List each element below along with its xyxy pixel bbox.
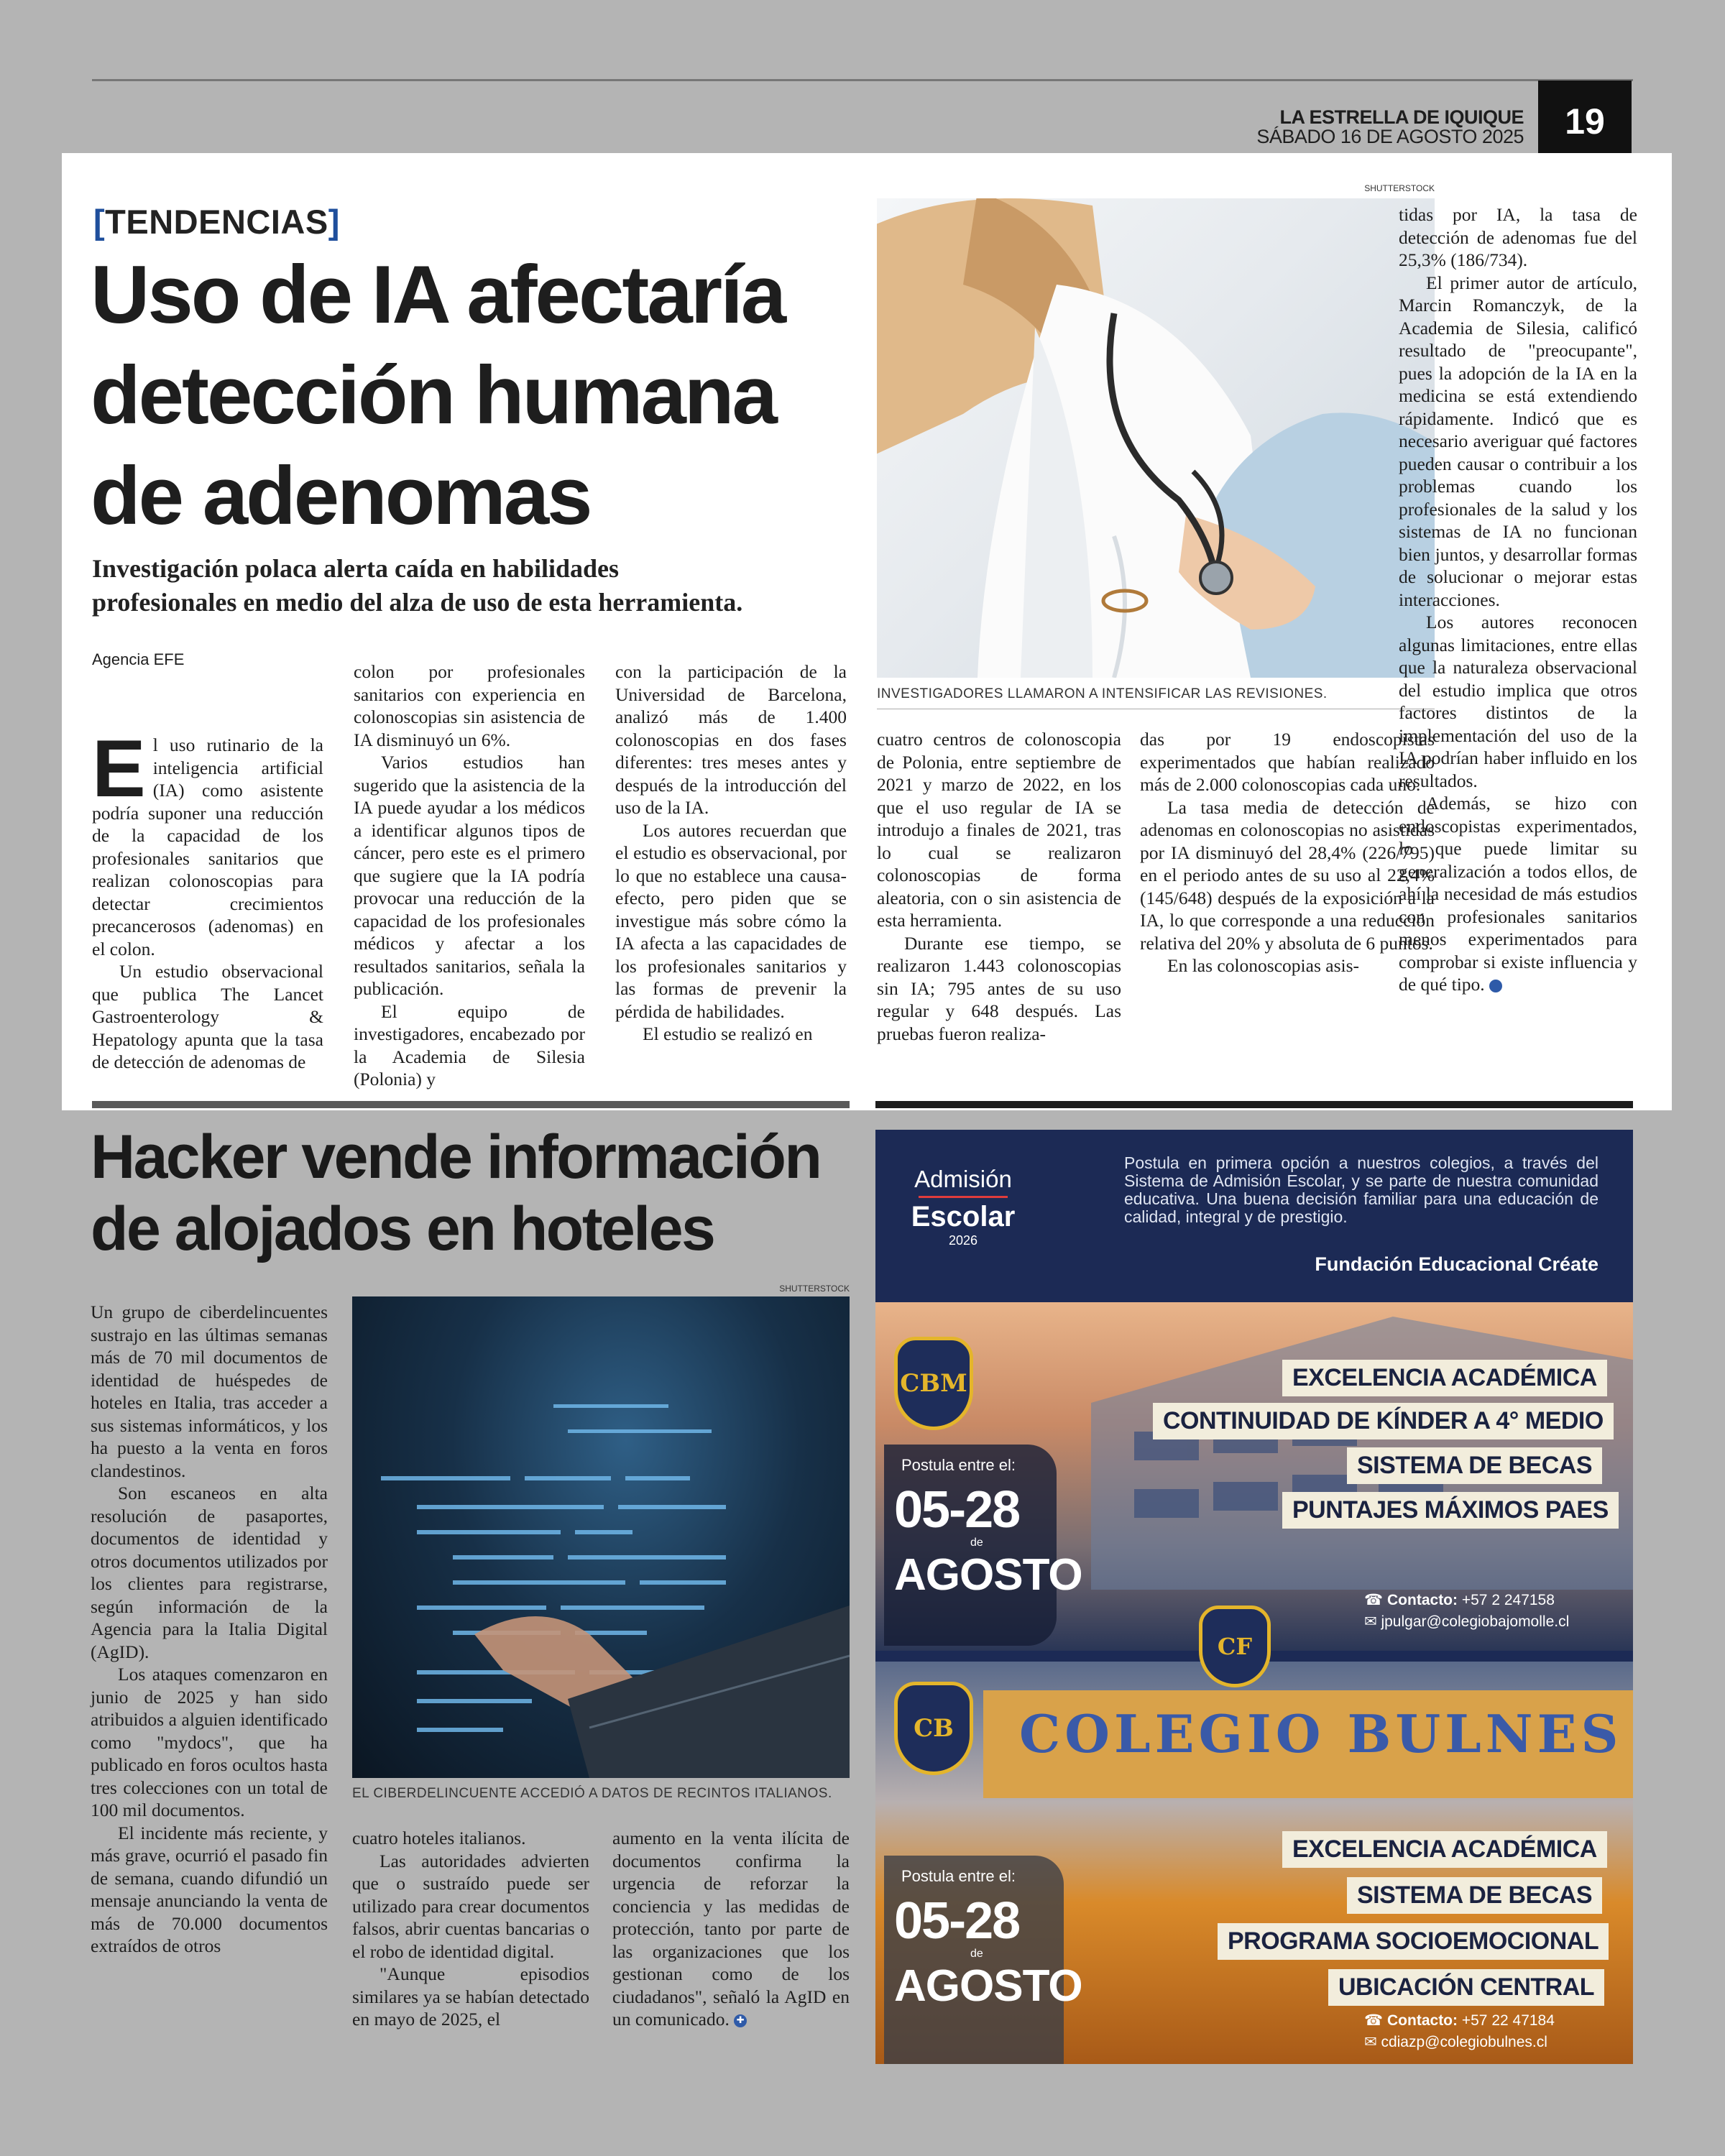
- headline-line: Hacker vende información: [91, 1123, 821, 1192]
- admission-ad: [875, 1130, 1633, 2064]
- feature-badge: EXCELENCIA ACADÉMICA: [1282, 1831, 1607, 1868]
- contact-phone-row: ☎ Contacto: +57 2 247158: [1364, 1592, 1555, 1608]
- ad-year: 2026: [948, 1233, 978, 1248]
- hacker-column-1: [91, 1301, 328, 1958]
- headline-line: de alojados en hoteles: [91, 1194, 714, 1263]
- subhead-line: Investigación polaca alerta caída en habilidades: [92, 554, 620, 583]
- paragraph: Los ataques comenzaron en junio de 2025 y han sido atribuidos a alguien identificado como "mydocs", que ha publicado en foros ocultos hasta tres colecciones con un total de 100 mil documentos.: [91, 1664, 328, 1820]
- paragraph: El equipo de investigadores, encabezado por la Academia de Silesia (Polonia) y: [354, 1000, 585, 1089]
- paragraph: Además, se hizo con endoscopistas experimentados, lo que puede limitar su generalización a todos ellos, de ahí la necesidad de más estudios con profesionales sanitarios menos experimentados para comprobar si existe influencia y de qué tipo. ✚: [1399, 793, 1637, 995]
- school1-crest: CBM: [894, 1337, 973, 1430]
- date-month: AGOSTO: [894, 1961, 1082, 2011]
- date-month: AGOSTO: [894, 1550, 1082, 1600]
- contact-email-row: ✉ cdiazp@colegiobulnes.cl: [1364, 2034, 1547, 2050]
- article-photo: [877, 198, 1435, 678]
- date-range: 05-28: [894, 1481, 1020, 1539]
- contact-email-row: ✉ jpulgar@colegiobajomolle.cl: [1364, 1613, 1570, 1630]
- paragraph: La tasa media de detección de adenomas en colonoscopias no asistidas por IA disminuyó del 28,4% (226/795) en el periodo antes de su uso al 22,4% (145/648) después de la exposición a la IA, lo que corresponde a una reducción relativa del 20% y absoluta de 6 puntos.: [1140, 796, 1435, 954]
- paragraph: Un grupo de ciberdelincuentes sustrajo en las últimas semanas más de 70 mil documentos de identidad de huéspedes de hoteles en Italia, tras acceder a sus sistemas informáticos, y los ha puesto a la venta en foros clandestinos.: [91, 1302, 328, 1481]
- section-divider: [92, 1101, 850, 1108]
- hacker-column-2: [352, 1827, 589, 2031]
- school2-contact: [1364, 2010, 1623, 2053]
- article-column-2: [354, 660, 585, 1091]
- phone-icon: ☎: [1364, 2012, 1384, 2029]
- school2-crest: CB: [894, 1682, 973, 1775]
- section-label: TENDENCIAS: [105, 203, 328, 241]
- feature-badge: PUNTAJES MÁXIMOS PAES: [1282, 1492, 1619, 1529]
- school1-panel: [875, 1302, 1633, 1651]
- paragraph: En las colonoscopias asis-: [1167, 955, 1359, 976]
- feature-badge: EXCELENCIA ACADÉMICA: [1282, 1360, 1607, 1396]
- page-number: 19: [1538, 80, 1632, 162]
- school2-sign: COLEGIO BULNES: [1019, 1703, 1623, 1764]
- article-column-4: [877, 728, 1121, 1045]
- article-ia-panel: [62, 153, 1672, 1110]
- phone-icon: ☎: [1364, 1592, 1384, 1608]
- issue-date: SÁBADO 16 DE AGOSTO 2025: [1256, 126, 1524, 147]
- paragraph: Un estudio observacional que publica The Lancet Gastroenterology & Hepatology apunta que la tasa de detección de adenomas de: [92, 961, 323, 1072]
- headline-line: detección humana: [91, 350, 776, 441]
- school1-dates: [884, 1445, 1082, 1646]
- paragraph: Varios estudios han sugerido que la asistencia de la IA puede ayudar a los médicos a identificar algunos tipos de cáncer, pero este es el primero que sugiere que la IA podría provocar una reducción de la capacidad de los profesionales médicos y afectar a los resultados sanitarios, señala la publicación.: [354, 752, 585, 999]
- foundation-crest: CF: [1199, 1606, 1271, 1687]
- date-range: 05-28: [894, 1892, 1020, 1950]
- subhead-line: profesionales en medio del alza de uso de esta herramienta.: [92, 588, 743, 617]
- hacker-column-3: [612, 1827, 850, 2031]
- ad-foundation: Fundación Educacional Créate: [1315, 1253, 1598, 1275]
- code-screen-illustration: [352, 1296, 850, 1778]
- photo-credit: SHUTTERSTOCK: [1364, 183, 1435, 193]
- postula-label: Postula entre el:: [901, 1867, 1016, 1885]
- headline-line: de adenomas: [91, 451, 591, 542]
- ad-title-line2: Escolar: [911, 1201, 1016, 1233]
- paragraph: cuatro hoteles italianos.: [352, 1828, 526, 1848]
- article-subhead: [92, 552, 919, 619]
- paragraph: El estudio se realizó en: [643, 1023, 813, 1044]
- feature-badge: SISTEMA DE BECAS: [1347, 1447, 1602, 1484]
- contact-phone-row: ☎ Contacto: +57 22 47184: [1364, 2012, 1555, 2029]
- feature-badge: CONTINUIDAD DE KÍNDER A 4° MEDIO: [1153, 1403, 1614, 1439]
- email-icon: ✉: [1364, 1613, 1377, 1630]
- section-tag: [TENDENCIAS]: [93, 203, 340, 241]
- photo-caption: EL CIBERDELINCUENTE ACCEDIÓ A DATOS DE RECINTOS ITALIANOS.: [352, 1786, 832, 1801]
- drop-cap: E: [92, 724, 146, 814]
- ad-title: [906, 1166, 1021, 1248]
- photo-caption: INVESTIGADORES LLAMARON A INTENSIFICAR LAS REVISIONES.: [877, 686, 1328, 701]
- school2-dates: [884, 1856, 1082, 2064]
- article-column-3: [615, 660, 847, 1046]
- feature-badge: PROGRAMA SOCIOEMOCIONAL: [1218, 1923, 1609, 1960]
- feature-badge: SISTEMA DE BECAS: [1347, 1877, 1602, 1914]
- ad-intro: Postula en primera opción a nuestros colegios, a través del Sistema de Admisión Escolar, y se parte de nuestra comunidad educativa. Una buena decisión familiar para una educación de calidad, integral y de prestigio.: [1124, 1153, 1598, 1226]
- paragraph: Las autoridades advierten que o sustraído puede ser utilizado para crear documentos falsos, abrir cuentas bancarias o el robo de identidad digital.: [352, 1850, 589, 1962]
- article-column-5: [1140, 728, 1435, 977]
- paragraph: Durante ese tiempo, se realizaron 1.443 colonoscopias sin IA; 795 antes de su uso regular y 648 después. Las pruebas fueron realiza-: [877, 932, 1121, 1044]
- school1-contact: [1364, 1590, 1623, 1633]
- ad-title-underline: [919, 1196, 1008, 1198]
- hacker-photo: [352, 1296, 850, 1778]
- paragraph: colon por profesionales sanitarios con experiencia en colonoscopias sin asistencia de IA disminuyó un 6%.: [354, 661, 585, 750]
- paragraph: Son escaneos en alta resolución de pasaportes, documentos de identidad y otros documentos utilizados por los clientes para registrarse, según información de la Agencia para la Italia Digital (AgID).: [91, 1483, 328, 1662]
- paragraph: Los autores reconocen algunas limitaciones, entre ellas que la naturaleza observacional del estudio implica que otros factores distintos de la implementación del uso de la IA podrían haber influido en los resultados.: [1399, 612, 1637, 791]
- ad-title-line1: Admisión: [914, 1166, 1012, 1192]
- paragraph: das por 19 endoscopistas experimentados que habían realizado más de 2.000 colonoscopias cada uno.: [1140, 729, 1435, 795]
- paragraph: aumento en la venta ilícita de documentos confirma la urgencia de reforzar la conciencia y las medidas de protección, tanto por parte de las organizaciones que los gestionan como de los ciudadanos", señaló la AgID en un comunicado. ✚: [612, 1828, 850, 2030]
- paragraph: El incidente más reciente, y más grave, ocurrió el pasado fin de semana, cuando difundió un mensaje anunciando la venta de más de 70.000 documentos extraídos de otros: [91, 1822, 328, 1956]
- paragraph: tidas por IA, la tasa de detección de adenomas fue del 25,3% (186/734).: [1399, 204, 1637, 270]
- article-headline: [91, 245, 917, 547]
- feature-badge: UBICACIÓN CENTRAL: [1328, 1969, 1604, 2006]
- email-icon: ✉: [1364, 2034, 1377, 2050]
- date-de: de: [970, 1948, 983, 1960]
- photo-credit: SHUTTERSTOCK: [779, 1284, 850, 1294]
- end-mark-icon: ✚: [734, 2014, 747, 2027]
- hacker-headline: [91, 1121, 867, 1265]
- paragraph: El uso rutinario de la inteligencia artificial (IA) como asistente podría suponer una reducción de la capacidad de los profesionales sanitarios que realizan colonoscopias para detectar crecimientos precancerosos (adenomas) en el colon.: [92, 724, 323, 959]
- date-de: de: [970, 1537, 983, 1549]
- postula-label: Postula entre el:: [901, 1456, 1016, 1474]
- headline-line: Uso de IA afectaría: [91, 249, 785, 341]
- paragraph: cuatro centros de colonoscopia de Polonia, entre septiembre de 2021 y marzo de 2022, en los que el uso regular de IA se introdujo a finales de 2021, tras lo cual se realizaron colonoscopias de forma aleatoria, con o sin asistencia de esta herramienta.: [877, 729, 1121, 931]
- paragraph: El primer autor de artículo, Marcin Romanczyk, de la Academia de Silesia, calificó resultado de "preocupante", pues la adopción de la IA en la medicina se está extendiendo rápidamente. Indicó que es necesario averiguar qué factores pueden causar o contribuir a los problemas cuando los profesionales de la salud y los sistemas de IA no funcionan bien juntos, y desarrollar formas de solucionar o mejorar estas interacciones.: [1399, 272, 1637, 610]
- paragraph: con la participación de la Universidad de Barcelona, analizó más de 1.400 colonoscopias en dos fases diferentes: tres meses antes y después de la introducción del uso de la IA.: [615, 661, 847, 818]
- newspaper-name: LA ESTRELLA DE IQUIQUE: [1279, 106, 1524, 128]
- doctor-illustration: [877, 198, 1435, 678]
- school2-panel: [875, 1662, 1633, 2064]
- paragraph: "Aunque episodios similares ya se habían detectado en mayo de 2025, el: [352, 1963, 589, 2030]
- byline: Agencia EFE: [92, 650, 185, 668]
- top-rule: [92, 79, 1633, 81]
- article-column-1: [92, 724, 323, 1074]
- paragraph: Los autores recuerdan que el estudio es observacional, por lo que no establece una causa-efecto, pero piden que se investigue más sobre cómo la IA afecta a las capacidades de los profesionales sanitarios y las formas de prevenir la pérdida de habilidades.: [615, 819, 847, 1022]
- end-mark-icon: ✚: [1489, 980, 1502, 992]
- section-divider: [875, 1101, 1633, 1108]
- article-column-6: [1399, 203, 1637, 996]
